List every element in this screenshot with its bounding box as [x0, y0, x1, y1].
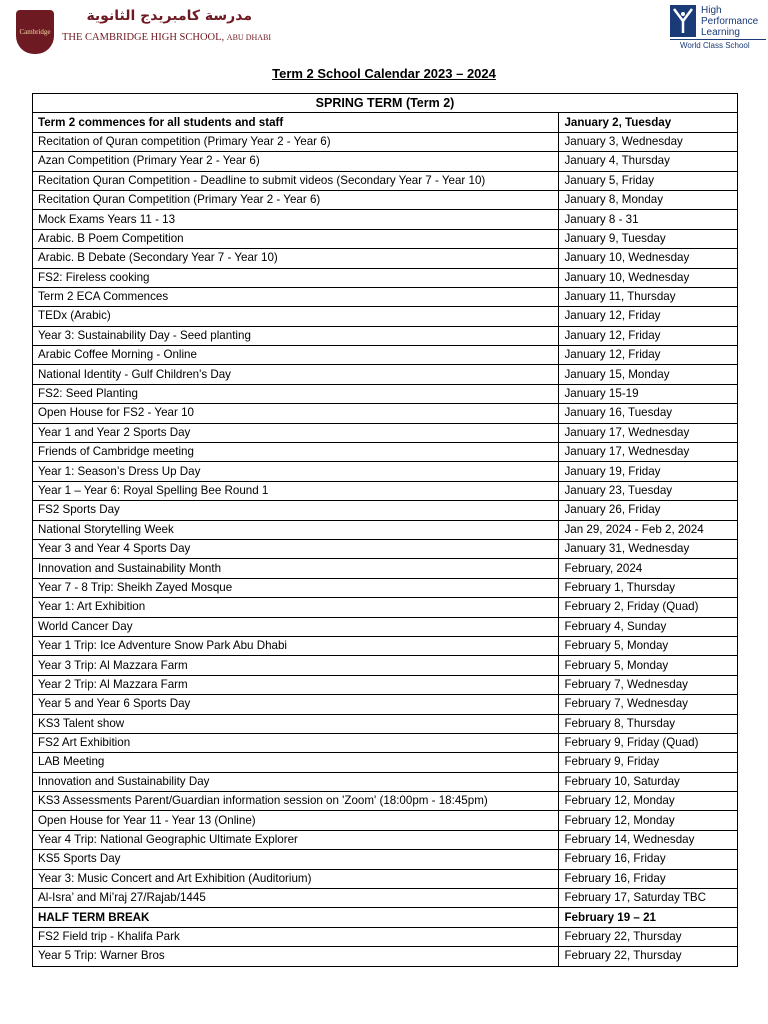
calendar-row — [33, 229, 738, 248]
event-cell: National Identity - Gulf Children's Day — [33, 365, 559, 384]
calendar-row — [33, 947, 738, 966]
calendar-row — [33, 539, 738, 558]
calendar-row — [33, 617, 738, 636]
date-cell: February 9, Friday (Quad) — [559, 733, 738, 752]
date-cell: February 12, Monday — [559, 792, 738, 811]
event-cell: Friends of Cambridge meeting — [33, 443, 559, 462]
event-cell: FS2 Art Exhibition — [33, 733, 559, 752]
calendar-row — [33, 830, 738, 849]
date-cell: February 5, Monday — [559, 636, 738, 655]
calendar-row — [33, 656, 738, 675]
date-cell: January 19, Friday — [559, 462, 738, 481]
event-cell: Year 2 Trip: Al Mazzara Farm — [33, 675, 559, 694]
calendar-row — [33, 520, 738, 539]
event-cell: Innovation and Sustainability Month — [33, 559, 559, 578]
event-cell: Mock Exams Years 11 - 13 — [33, 210, 559, 229]
date-cell: February 19 – 21 — [559, 908, 738, 927]
calendar-row — [33, 908, 738, 927]
event-cell: Recitation of Quran competition (Primary Year 2 - Year 6) — [33, 132, 559, 151]
calendar-row — [33, 307, 738, 326]
event-cell: Arabic. B Debate (Secondary Year 7 - Year 10) — [33, 249, 559, 268]
date-cell: January 2, Tuesday — [559, 113, 738, 132]
hpl-mark-icon — [670, 5, 696, 37]
calendar-row — [33, 171, 738, 190]
event-cell: FS2 Field trip - Khalifa Park — [33, 927, 559, 946]
school-city: ABU DHABI — [226, 33, 272, 42]
date-cell: January 8, Monday — [559, 190, 738, 209]
event-cell: Year 1: Season’s Dress Up Day — [33, 462, 559, 481]
event-cell: Year 3 and Year 4 Sports Day — [33, 539, 559, 558]
date-cell: February, 2024 — [559, 559, 738, 578]
calendar-row — [33, 190, 738, 209]
date-cell: January 26, Friday — [559, 501, 738, 520]
event-cell: KS3 Talent show — [33, 714, 559, 733]
date-cell: January 10, Wednesday — [559, 268, 738, 287]
calendar-row — [33, 889, 738, 908]
event-cell: World Cancer Day — [33, 617, 559, 636]
calendar-row — [33, 287, 738, 306]
event-cell: Recitation Quran Competition - Deadline to submit videos (Secondary Year 7 - Year 10) — [33, 171, 559, 190]
event-cell: Recitation Quran Competition (Primary Year 2 - Year 6) — [33, 190, 559, 209]
event-cell: Year 3: Music Concert and Art Exhibition (Auditorium) — [33, 869, 559, 888]
calendar-row — [33, 113, 738, 132]
calendar-row — [33, 559, 738, 578]
date-cell: January 9, Tuesday — [559, 229, 738, 248]
event-cell: National Storytelling Week — [33, 520, 559, 539]
date-cell: January 16, Tuesday — [559, 404, 738, 423]
hpl-wordmark — [701, 5, 768, 38]
event-cell: KS5 Sports Day — [33, 850, 559, 869]
school-crest-label: Cambridge — [19, 28, 51, 36]
date-cell: February 16, Friday — [559, 850, 738, 869]
calendar-row — [33, 501, 738, 520]
date-cell: January 12, Friday — [559, 346, 738, 365]
date-cell: February 8, Thursday — [559, 714, 738, 733]
date-cell: January 8 - 31 — [559, 210, 738, 229]
event-cell: Year 3: Sustainability Day - Seed planting — [33, 326, 559, 345]
hpl-tagline: World Class School — [680, 41, 750, 50]
calendar-row — [33, 753, 738, 772]
calendar-row — [33, 675, 738, 694]
calendar-row — [33, 811, 738, 830]
date-cell: February 7, Wednesday — [559, 675, 738, 694]
calendar-row — [33, 772, 738, 791]
calendar-row — [33, 210, 738, 229]
calendar-row — [33, 481, 738, 500]
event-cell: FS2: Seed Planting — [33, 384, 559, 403]
date-cell: February 10, Saturday — [559, 772, 738, 791]
date-cell: February 5, Monday — [559, 656, 738, 675]
term-heading-row — [33, 94, 738, 113]
school-crest-icon — [16, 10, 54, 54]
hpl-divider — [670, 39, 766, 40]
event-cell: LAB Meeting — [33, 753, 559, 772]
date-cell: January 12, Friday — [559, 326, 738, 345]
school-name: THE CAMBRIDGE HIGH SCHOOL, — [62, 32, 225, 43]
event-cell: Year 7 - 8 Trip: Sheikh Zayed Mosque — [33, 578, 559, 597]
calendar-row — [33, 714, 738, 733]
term-heading: SPRING TERM (Term 2) — [33, 94, 738, 113]
date-cell: February 17, Saturday TBC — [559, 889, 738, 908]
calendar-body — [33, 113, 738, 966]
calendar-row — [33, 268, 738, 287]
event-cell: FS2 Sports Day — [33, 501, 559, 520]
date-cell: January 3, Wednesday — [559, 132, 738, 151]
event-cell: Term 2 commences for all students and staff — [33, 113, 559, 132]
date-cell: February 12, Monday — [559, 811, 738, 830]
date-cell: January 17, Wednesday — [559, 423, 738, 442]
date-cell: January 4, Thursday — [559, 152, 738, 171]
hpl-line-1: High — [701, 5, 722, 16]
event-cell: Year 5 and Year 6 Sports Day — [33, 695, 559, 714]
date-cell: February 2, Friday (Quad) — [559, 598, 738, 617]
calendar-row — [33, 249, 738, 268]
event-cell: Al-Isra’ and Mi’raj 27/Rajab/1445 — [33, 889, 559, 908]
event-cell: Open House for Year 11 - Year 13 (Online) — [33, 811, 559, 830]
event-cell: Arabic. B Poem Competition — [33, 229, 559, 248]
school-logo — [14, 8, 272, 56]
event-cell: Year 1 – Year 6: Royal Spelling Bee Round 1 — [33, 481, 559, 500]
date-cell: January 10, Wednesday — [559, 249, 738, 268]
date-cell: January 15-19 — [559, 384, 738, 403]
date-cell: February 14, Wednesday — [559, 830, 738, 849]
event-cell: Arabic Coffee Morning - Online — [33, 346, 559, 365]
calendar-row — [33, 423, 738, 442]
event-cell: Year 1 and Year 2 Sports Day — [33, 423, 559, 442]
calendar-row — [33, 462, 738, 481]
date-cell: January 23, Tuesday — [559, 481, 738, 500]
calendar-row — [33, 850, 738, 869]
date-cell: February 1, Thursday — [559, 578, 738, 597]
date-cell: February 9, Friday — [559, 753, 738, 772]
calendar-row — [33, 792, 738, 811]
page-header — [0, 0, 768, 64]
event-cell: Open House for FS2 - Year 10 — [33, 404, 559, 423]
calendar-row — [33, 346, 738, 365]
date-cell: January 17, Wednesday — [559, 443, 738, 462]
date-cell: January 12, Friday — [559, 307, 738, 326]
calendar-row — [33, 598, 738, 617]
event-cell: Azan Competition (Primary Year 2 - Year 6) — [33, 152, 559, 171]
calendar-row — [33, 326, 738, 345]
calendar-row — [33, 443, 738, 462]
hpl-line-3: Learning — [701, 27, 740, 38]
event-cell: Year 5 Trip: Warner Bros — [33, 947, 559, 966]
hpl-logo — [668, 5, 768, 55]
calendar-row — [33, 384, 738, 403]
date-cell: February 7, Wednesday — [559, 695, 738, 714]
event-cell: TEDx (Arabic) — [33, 307, 559, 326]
calendar-row — [33, 365, 738, 384]
event-cell: Year 4 Trip: National Geographic Ultimate Explorer — [33, 830, 559, 849]
date-cell: January 11, Thursday — [559, 287, 738, 306]
event-cell: Year 1: Art Exhibition — [33, 598, 559, 617]
event-cell: Term 2 ECA Commences — [33, 287, 559, 306]
calendar-row — [33, 927, 738, 946]
calendar-row — [33, 695, 738, 714]
date-cell: Jan 29, 2024 - Feb 2, 2024 — [559, 520, 738, 539]
event-cell: Year 3 Trip: Al Mazzara Farm — [33, 656, 559, 675]
hpl-line-2: Performance — [701, 16, 759, 27]
event-cell: Year 1 Trip: Ice Adventure Snow Park Abu Dhabi — [33, 636, 559, 655]
date-cell: February 16, Friday — [559, 869, 738, 888]
page-title: Term 2 School Calendar 2023 – 2024 — [272, 66, 496, 81]
event-cell: Innovation and Sustainability Day — [33, 772, 559, 791]
date-cell: February 22, Thursday — [559, 927, 738, 946]
calendar-table — [32, 93, 738, 967]
date-cell: January 5, Friday — [559, 171, 738, 190]
school-name-arabic: مدرسة كامبريدج الثانوية — [86, 8, 252, 24]
calendar-row — [33, 404, 738, 423]
event-cell: KS3 Assessments Parent/Guardian information session on 'Zoom' (18:00pm - 18:45pm) — [33, 792, 559, 811]
event-cell: HALF TERM BREAK — [33, 908, 559, 927]
date-cell: February 4, Sunday — [559, 617, 738, 636]
calendar-row — [33, 578, 738, 597]
calendar-row — [33, 132, 738, 151]
calendar-row — [33, 869, 738, 888]
calendar-row — [33, 152, 738, 171]
event-cell: FS2: Fireless cooking — [33, 268, 559, 287]
calendar-row — [33, 733, 738, 752]
date-cell: January 31, Wednesday — [559, 539, 738, 558]
calendar-row — [33, 636, 738, 655]
date-cell: February 22, Thursday — [559, 947, 738, 966]
school-name-english — [62, 32, 272, 46]
date-cell: January 15, Monday — [559, 365, 738, 384]
